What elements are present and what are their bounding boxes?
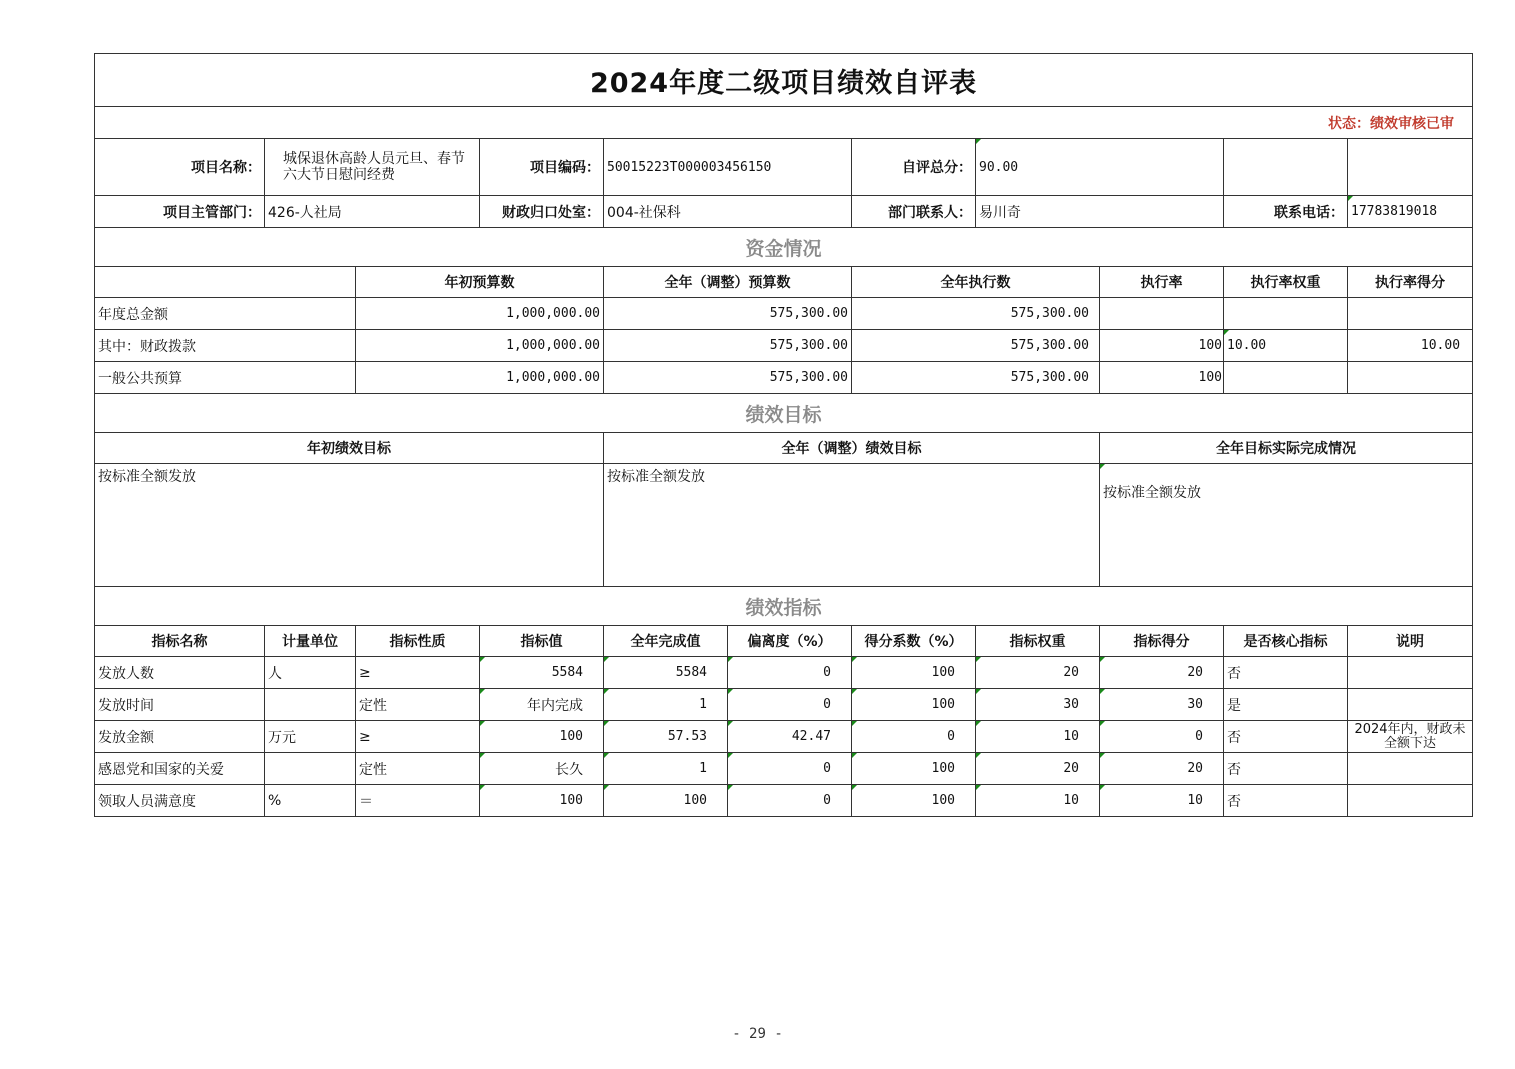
funds-row-name: 年度总金额 bbox=[95, 298, 356, 330]
indicator-weight: 30 bbox=[976, 689, 1100, 721]
funds-header: 全年（调整）预算数 bbox=[604, 267, 852, 298]
indicator-score: 0 bbox=[1100, 721, 1224, 753]
indicator-score: 30 bbox=[1100, 689, 1224, 721]
dept-label: 项目主管部门： bbox=[95, 196, 265, 228]
funds-adjusted: 575,300.00 bbox=[604, 330, 852, 362]
indicator-name: 感恩党和国家的关爱 bbox=[95, 753, 265, 785]
indicator-coef: 100 bbox=[852, 785, 976, 817]
indicator-header: 指标值 bbox=[480, 626, 604, 657]
indicator-deviation: 0 bbox=[728, 689, 852, 721]
funds-row bbox=[95, 362, 1473, 394]
funds-rate bbox=[1100, 298, 1224, 330]
indicator-actual: 1 bbox=[604, 753, 728, 785]
indicator-coef: 0 bbox=[852, 721, 976, 753]
goals-header: 全年（调整）绩效目标 bbox=[604, 433, 1100, 464]
funds-rate: 100 bbox=[1100, 330, 1224, 362]
self-score-label: 自评总分： bbox=[852, 139, 976, 196]
indicator-note bbox=[1348, 753, 1473, 785]
indicator-note bbox=[1348, 785, 1473, 817]
indicator-unit: % bbox=[265, 785, 356, 817]
indicator-actual: 1 bbox=[604, 689, 728, 721]
self-score-value: 90.00 bbox=[976, 139, 1224, 196]
indicator-unit bbox=[265, 689, 356, 721]
funds-executed: 575,300.00 bbox=[852, 362, 1100, 394]
funds-initial: 1,000,000.00 bbox=[356, 362, 604, 394]
funds-section-title: 资金情况 bbox=[95, 228, 1473, 267]
indicator-header: 全年完成值 bbox=[604, 626, 728, 657]
indicator-weight: 10 bbox=[976, 785, 1100, 817]
finance-value: 004-社保科 bbox=[604, 196, 852, 228]
indicator-note: 2024年内，财政未全额下达 bbox=[1348, 721, 1473, 753]
indicator-row bbox=[95, 689, 1473, 721]
indicator-deviation: 0 bbox=[728, 753, 852, 785]
indicator-score: 20 bbox=[1100, 753, 1224, 785]
project-name-label: 项目名称： bbox=[95, 139, 265, 196]
status-text: 状态：绩效审核已审 bbox=[95, 107, 1473, 139]
indicator-target: 100 bbox=[480, 721, 604, 753]
performance-evaluation-table bbox=[94, 53, 1473, 817]
indicator-target: 长久 bbox=[480, 753, 604, 785]
indicator-row bbox=[95, 785, 1473, 817]
indicator-weight: 10 bbox=[976, 721, 1100, 753]
indicator-header: 指标权重 bbox=[976, 626, 1100, 657]
indicator-unit bbox=[265, 753, 356, 785]
phone-value: 17783819018 bbox=[1348, 196, 1473, 228]
indicator-actual: 100 bbox=[604, 785, 728, 817]
empty-cell bbox=[1224, 139, 1348, 196]
funds-row-name: 其中：财政拨款 bbox=[95, 330, 356, 362]
funds-initial: 1,000,000.00 bbox=[356, 330, 604, 362]
indicator-nature: ≥ bbox=[356, 721, 480, 753]
goals-header: 年初绩效目标 bbox=[95, 433, 604, 464]
indicator-core: 是 bbox=[1224, 689, 1348, 721]
funds-header: 年初预算数 bbox=[356, 267, 604, 298]
indicator-core: 否 bbox=[1224, 785, 1348, 817]
project-name-value: 城保退休高龄人员元旦、春节六大节日慰问经费 bbox=[265, 139, 480, 196]
indicator-target: 年内完成 bbox=[480, 689, 604, 721]
goal-actual-value: 按标准全额发放 bbox=[1100, 464, 1473, 587]
goal-initial-value: 按标准全额发放 bbox=[95, 464, 604, 587]
empty-cell bbox=[1348, 139, 1473, 196]
indicator-name: 发放时间 bbox=[95, 689, 265, 721]
funds-executed: 575,300.00 bbox=[852, 298, 1100, 330]
indicator-actual: 5584 bbox=[604, 657, 728, 689]
dept-value: 426-人社局 bbox=[265, 196, 480, 228]
indicator-header: 说明 bbox=[1348, 626, 1473, 657]
funds-row bbox=[95, 330, 1473, 362]
indicator-row bbox=[95, 657, 1473, 689]
funds-row-name: 一般公共预算 bbox=[95, 362, 356, 394]
indicator-row bbox=[95, 753, 1473, 785]
indicator-actual: 57.53 bbox=[604, 721, 728, 753]
indicator-name: 发放人数 bbox=[95, 657, 265, 689]
indicator-target: 100 bbox=[480, 785, 604, 817]
funds-adjusted: 575,300.00 bbox=[604, 362, 852, 394]
funds-adjusted: 575,300.00 bbox=[604, 298, 852, 330]
indicators-section-title: 绩效指标 bbox=[95, 587, 1473, 626]
indicator-weight: 20 bbox=[976, 657, 1100, 689]
funds-weight bbox=[1224, 298, 1348, 330]
indicator-header: 偏离度（%） bbox=[728, 626, 852, 657]
funds-score: 10.00 bbox=[1348, 330, 1473, 362]
indicator-name: 发放金额 bbox=[95, 721, 265, 753]
funds-weight bbox=[1224, 362, 1348, 394]
page-title: 2024年度二级项目绩效自评表 bbox=[95, 54, 1473, 107]
indicator-note bbox=[1348, 689, 1473, 721]
indicator-header: 指标性质 bbox=[356, 626, 480, 657]
funds-header: 执行率权重 bbox=[1224, 267, 1348, 298]
indicator-nature: ＝ bbox=[356, 785, 480, 817]
indicator-row bbox=[95, 721, 1473, 753]
indicator-core: 否 bbox=[1224, 753, 1348, 785]
phone-label: 联系电话： bbox=[1224, 196, 1348, 228]
indicator-deviation: 0 bbox=[728, 657, 852, 689]
indicator-target: 5584 bbox=[480, 657, 604, 689]
indicator-coef: 100 bbox=[852, 753, 976, 785]
indicator-header: 指标名称 bbox=[95, 626, 265, 657]
indicator-score: 10 bbox=[1100, 785, 1224, 817]
project-code-label: 项目编码： bbox=[480, 139, 604, 196]
funds-weight: 10.00 bbox=[1224, 330, 1348, 362]
indicator-coef: 100 bbox=[852, 689, 976, 721]
indicator-deviation: 42.47 bbox=[728, 721, 852, 753]
indicator-weight: 20 bbox=[976, 753, 1100, 785]
indicator-header: 得分系数（%） bbox=[852, 626, 976, 657]
indicator-core: 否 bbox=[1224, 657, 1348, 689]
funds-executed: 575,300.00 bbox=[852, 330, 1100, 362]
contact-value: 易川奇 bbox=[976, 196, 1224, 228]
indicator-header: 是否核心指标 bbox=[1224, 626, 1348, 657]
indicator-nature: ≥ bbox=[356, 657, 480, 689]
indicator-core: 否 bbox=[1224, 721, 1348, 753]
funds-header: 执行率得分 bbox=[1348, 267, 1473, 298]
goals-section-title: 绩效目标 bbox=[95, 394, 1473, 433]
goal-adjusted-value: 按标准全额发放 bbox=[604, 464, 1100, 587]
goals-header: 全年目标实际完成情况 bbox=[1100, 433, 1473, 464]
indicator-deviation: 0 bbox=[728, 785, 852, 817]
indicator-name: 领取人员满意度 bbox=[95, 785, 265, 817]
empty-cell bbox=[95, 267, 356, 298]
indicator-score: 20 bbox=[1100, 657, 1224, 689]
indicator-unit: 万元 bbox=[265, 721, 356, 753]
indicator-note bbox=[1348, 657, 1473, 689]
indicator-nature: 定性 bbox=[356, 753, 480, 785]
page-number: - 29 - bbox=[732, 1026, 783, 1042]
funds-rate: 100 bbox=[1100, 362, 1224, 394]
funds-score bbox=[1348, 362, 1473, 394]
finance-label: 财政归口处室： bbox=[480, 196, 604, 228]
funds-header: 执行率 bbox=[1100, 267, 1224, 298]
funds-score bbox=[1348, 298, 1473, 330]
indicator-header: 计量单位 bbox=[265, 626, 356, 657]
indicator-coef: 100 bbox=[852, 657, 976, 689]
funds-header: 全年执行数 bbox=[852, 267, 1100, 298]
contact-label: 部门联系人： bbox=[852, 196, 976, 228]
funds-initial: 1,000,000.00 bbox=[356, 298, 604, 330]
funds-row bbox=[95, 298, 1473, 330]
indicator-unit: 人 bbox=[265, 657, 356, 689]
indicator-nature: 定性 bbox=[356, 689, 480, 721]
indicator-header: 指标得分 bbox=[1100, 626, 1224, 657]
project-code-value: 50015223T000003456150 bbox=[604, 139, 852, 196]
